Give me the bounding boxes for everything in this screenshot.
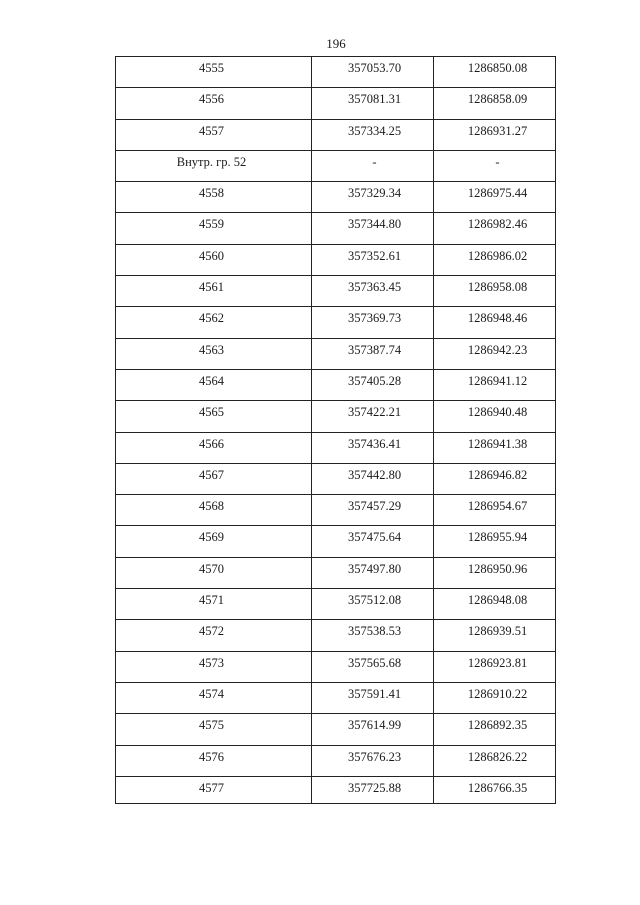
point-cell-text: 4564 [199, 373, 224, 388]
y-coordinate-cell-text: 1286910.22 [467, 686, 528, 701]
y-coordinate-cell-text: 1286948.46 [467, 311, 528, 326]
x-coordinate-cell-text: 357442.80 [347, 467, 402, 482]
y-coordinate-cell [434, 276, 556, 307]
point-cell [116, 651, 312, 682]
x-coordinate-cell-text: 357725.88 [347, 780, 402, 795]
point-cell-text: 4574 [199, 686, 224, 701]
table-row [116, 150, 556, 181]
y-coordinate-cell [434, 651, 556, 682]
y-coordinate-cell [434, 150, 556, 181]
y-coordinate-cell-text: 1286986.02 [467, 248, 528, 263]
table-row [116, 401, 556, 432]
y-coordinate-cell [434, 589, 556, 620]
table-row [116, 119, 556, 150]
point-cell-text: 4563 [199, 342, 224, 357]
page-number: 196 [326, 36, 346, 51]
x-coordinate-cell [312, 276, 434, 307]
y-coordinate-cell [434, 57, 556, 88]
y-coordinate-cell [434, 307, 556, 338]
table-row [116, 338, 556, 369]
point-cell-text: 4566 [199, 436, 224, 451]
x-coordinate-cell [312, 338, 434, 369]
point-cell-text: 4567 [199, 467, 224, 482]
x-coordinate-cell-text: 357334.25 [347, 123, 402, 138]
point-cell-text: 4565 [199, 405, 224, 420]
point-cell [116, 682, 312, 713]
table-row [116, 620, 556, 651]
y-coordinate-cell [434, 682, 556, 713]
y-coordinate-cell-text: 1286958.08 [467, 280, 528, 295]
point-cell-text: 4560 [199, 248, 224, 263]
x-coordinate-cell [312, 776, 434, 803]
table-row [116, 213, 556, 244]
x-coordinate-cell [312, 745, 434, 776]
table-row [116, 244, 556, 275]
table-row [116, 495, 556, 526]
y-coordinate-cell-text: 1286892.35 [467, 718, 528, 733]
point-cell [116, 119, 312, 150]
x-coordinate-cell [312, 714, 434, 745]
point-cell-text: Внутр. гр. 52 [176, 154, 247, 169]
coordinates-table-body [116, 57, 556, 804]
x-coordinate-cell [312, 620, 434, 651]
y-coordinate-cell-text: - [495, 154, 500, 169]
x-coordinate-cell-text: 357591.41 [347, 686, 402, 701]
table-row [116, 776, 556, 803]
x-coordinate-cell-text: - [372, 154, 377, 169]
y-coordinate-cell-text: 1286954.67 [467, 499, 528, 514]
x-coordinate-cell-text: 357538.53 [347, 624, 402, 639]
point-cell-text: 4570 [199, 561, 224, 576]
table-row [116, 463, 556, 494]
y-coordinate-cell-text: 1286942.23 [467, 342, 528, 357]
y-coordinate-cell [434, 495, 556, 526]
y-coordinate-cell-text: 1286931.27 [467, 123, 528, 138]
table-row [116, 88, 556, 119]
y-coordinate-cell-text: 1286850.08 [467, 61, 528, 75]
point-cell-text: 4559 [199, 217, 224, 232]
x-coordinate-cell [312, 432, 434, 463]
x-coordinate-cell [312, 682, 434, 713]
table-row [116, 57, 556, 88]
y-coordinate-cell [434, 463, 556, 494]
point-cell [116, 182, 312, 213]
point-cell-text: 4555 [199, 61, 224, 75]
table-row [116, 745, 556, 776]
point-cell-text: 4571 [199, 593, 224, 608]
x-coordinate-cell [312, 307, 434, 338]
x-coordinate-cell-text: 357475.64 [347, 530, 402, 545]
x-coordinate-cell-text: 357565.68 [347, 655, 402, 670]
table-row [116, 714, 556, 745]
y-coordinate-cell [434, 182, 556, 213]
x-coordinate-cell-text: 357363.45 [347, 280, 402, 295]
point-cell [116, 338, 312, 369]
y-coordinate-cell-text: 1286950.96 [467, 561, 528, 576]
x-coordinate-cell [312, 651, 434, 682]
point-cell-text: 4562 [199, 311, 224, 326]
x-coordinate-cell [312, 119, 434, 150]
x-coordinate-cell [312, 589, 434, 620]
x-coordinate-cell-text: 357081.31 [347, 92, 402, 107]
x-coordinate-cell-text: 357497.80 [347, 561, 402, 576]
y-coordinate-cell [434, 369, 556, 400]
point-cell [116, 495, 312, 526]
point-cell [116, 526, 312, 557]
table-row [116, 682, 556, 713]
table-row [116, 651, 556, 682]
x-coordinate-cell-text: 357329.34 [347, 186, 402, 201]
table-row [116, 369, 556, 400]
point-cell-text: 4561 [199, 280, 224, 295]
x-coordinate-cell [312, 369, 434, 400]
x-coordinate-cell-text: 357369.73 [347, 311, 402, 326]
point-cell [116, 307, 312, 338]
x-coordinate-cell-text: 357053.70 [347, 61, 402, 75]
point-cell-text: 4577 [199, 780, 224, 795]
x-coordinate-cell-text: 357387.74 [347, 342, 402, 357]
point-cell [116, 88, 312, 119]
x-coordinate-cell-text: 357344.80 [347, 217, 402, 232]
point-cell-text: 4568 [199, 499, 224, 514]
x-coordinate-cell [312, 213, 434, 244]
x-coordinate-cell [312, 526, 434, 557]
point-cell [116, 620, 312, 651]
y-coordinate-cell [434, 244, 556, 275]
point-cell [116, 589, 312, 620]
x-coordinate-cell-text: 357512.08 [347, 593, 402, 608]
table-row [116, 307, 556, 338]
x-coordinate-cell-text: 357422.21 [347, 405, 402, 420]
point-cell [116, 745, 312, 776]
y-coordinate-cell-text: 1286939.51 [467, 624, 528, 639]
x-coordinate-cell [312, 88, 434, 119]
y-coordinate-cell [434, 213, 556, 244]
table-row [116, 526, 556, 557]
point-cell [116, 776, 312, 803]
point-cell-text: 4576 [199, 749, 224, 764]
x-coordinate-cell-text: 357614.99 [347, 718, 402, 733]
y-coordinate-cell [434, 526, 556, 557]
y-coordinate-cell [434, 776, 556, 803]
y-coordinate-cell-text: 1286858.09 [467, 92, 528, 107]
table-row [116, 182, 556, 213]
x-coordinate-cell-text: 357405.28 [347, 373, 402, 388]
table-row [116, 589, 556, 620]
y-coordinate-cell-text: 1286982.46 [467, 217, 528, 232]
y-coordinate-cell-text: 1286923.81 [467, 655, 528, 670]
point-cell [116, 213, 312, 244]
x-coordinate-cell-text: 357676.23 [347, 749, 402, 764]
point-cell-text: 4569 [199, 530, 224, 545]
point-cell [116, 150, 312, 181]
y-coordinate-cell-text: 1286975.44 [467, 186, 528, 201]
y-coordinate-cell-text: 1286948.08 [467, 593, 528, 608]
table-row [116, 276, 556, 307]
y-coordinate-cell [434, 557, 556, 588]
point-cell [116, 401, 312, 432]
x-coordinate-cell-text: 357352.61 [347, 248, 402, 263]
x-coordinate-cell [312, 57, 434, 88]
point-cell [116, 557, 312, 588]
point-cell-text: 4556 [199, 92, 224, 107]
point-cell-text: 4575 [199, 718, 224, 733]
point-cell [116, 432, 312, 463]
y-coordinate-cell [434, 745, 556, 776]
x-coordinate-cell [312, 150, 434, 181]
y-coordinate-cell [434, 620, 556, 651]
x-coordinate-cell [312, 401, 434, 432]
x-coordinate-cell [312, 495, 434, 526]
x-coordinate-cell-text: 357436.41 [347, 436, 402, 451]
x-coordinate-cell [312, 244, 434, 275]
x-coordinate-cell [312, 463, 434, 494]
point-cell-text: 4557 [199, 123, 224, 138]
x-coordinate-cell-text: 357457.29 [347, 499, 402, 514]
x-coordinate-cell [312, 557, 434, 588]
coordinates-table [115, 56, 556, 804]
point-cell-text: 4558 [199, 186, 224, 201]
point-cell [116, 57, 312, 88]
point-cell [116, 463, 312, 494]
point-cell [116, 714, 312, 745]
y-coordinate-cell [434, 338, 556, 369]
y-coordinate-cell-text: 1286941.12 [467, 373, 528, 388]
point-cell-text: 4572 [199, 624, 224, 639]
y-coordinate-cell [434, 119, 556, 150]
y-coordinate-cell-text: 1286826.22 [467, 749, 528, 764]
table-row [116, 432, 556, 463]
point-cell-text: 4573 [199, 655, 224, 670]
y-coordinate-cell-text: 1286940.48 [467, 405, 528, 420]
point-cell [116, 276, 312, 307]
y-coordinate-cell-text: 1286946.82 [467, 467, 528, 482]
point-cell [116, 369, 312, 400]
x-coordinate-cell [312, 182, 434, 213]
y-coordinate-cell-text: 1286766.35 [467, 780, 528, 795]
y-coordinate-cell [434, 88, 556, 119]
y-coordinate-cell [434, 714, 556, 745]
y-coordinate-cell-text: 1286941.38 [467, 436, 528, 451]
y-coordinate-cell [434, 432, 556, 463]
y-coordinate-cell-text: 1286955.94 [467, 530, 528, 545]
table-row [116, 557, 556, 588]
y-coordinate-cell [434, 401, 556, 432]
point-cell [116, 244, 312, 275]
